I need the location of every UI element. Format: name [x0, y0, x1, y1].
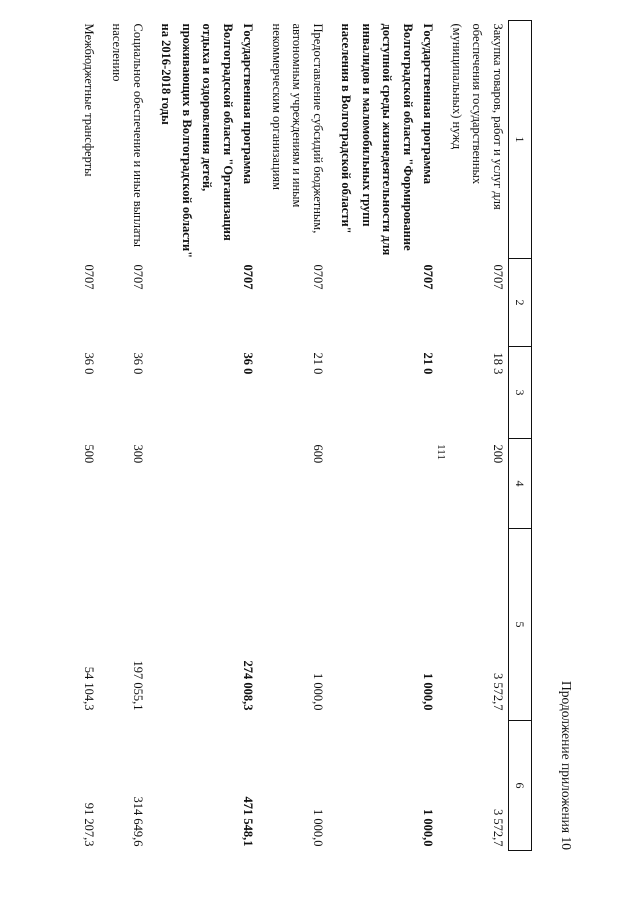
row-target-article: 36 0 — [241, 352, 256, 375]
row-section-code: 0707 — [491, 264, 505, 290]
row-target-article: 21 0 — [311, 352, 325, 375]
row-amount-col6: 3 572,7 — [491, 809, 505, 847]
row-name: Государственная программа Волгоградской области "Формирование доступной среды жизнедеятельности для инвалидов и маломобильных групп населения в Волгоградской области" — [339, 23, 436, 256]
column-header-3: 3 — [509, 347, 532, 439]
row-name: Предоставление субсидий бюджетным, автономным учреждениям и иным некоммерческим организациям — [270, 23, 325, 234]
table-row — [99, 21, 148, 851]
row-target-article: 18 3 — [491, 352, 505, 375]
row-section-code: 0707 — [421, 264, 436, 290]
row-expense-type: 600 — [311, 444, 325, 464]
row-amount-col6: 471 548,1 — [241, 796, 256, 847]
row-section-code: 0707 — [311, 264, 325, 290]
table-row — [148, 21, 259, 851]
column-header-4: 4 — [509, 439, 532, 529]
row-section-code: 0707 — [241, 264, 256, 290]
table-row — [439, 21, 509, 851]
row-amount-col5: 197 055,1 — [131, 660, 145, 711]
row-name: Социальное обеспечение и иные выплаты населению — [110, 23, 145, 248]
row-amount-col5: 1 000,0 — [421, 673, 436, 711]
row-amount-col5: 54 104,3 — [82, 666, 96, 711]
row-amount-col6: 1 000,0 — [421, 809, 436, 847]
column-header-1: 1 — [509, 21, 532, 259]
row-expense-type — [328, 439, 439, 529]
row-expense-type: 500 — [82, 444, 96, 464]
row-expense-type: 200 — [491, 444, 505, 464]
row-section-code: 0707 — [82, 264, 96, 290]
continuation-title: Продолжение приложения 10 — [559, 680, 574, 850]
row-expense-type: 300 — [131, 444, 145, 464]
page-number: 111 — [435, 444, 447, 460]
column-header-2: 2 — [509, 259, 532, 347]
row-amount-col5: 274 008,3 — [241, 660, 256, 711]
row-expense-type — [148, 439, 259, 529]
row-amount-col6: 91 207,3 — [82, 802, 96, 847]
column-number-row — [509, 21, 532, 851]
column-header-5: 5 — [509, 529, 532, 721]
row-target-article: 36 0 — [82, 352, 96, 375]
budget-table — [71, 20, 533, 851]
row-section-code: 0707 — [131, 264, 145, 290]
column-header-6: 6 — [509, 721, 532, 851]
row-amount-col6: 1 000,0 — [311, 809, 325, 847]
table-row — [328, 21, 439, 851]
row-target-article: 21 0 — [421, 352, 436, 375]
row-target-article: 36 0 — [131, 352, 145, 375]
row-amount-col5: 1 000,0 — [311, 673, 325, 711]
table-row — [71, 21, 100, 851]
row-amount-col6: 314 649,6 — [131, 796, 145, 847]
table-row — [259, 21, 329, 851]
row-name: Закупка товаров, работ и услуг для обеспечения государственных (муниципальных) нужд — [450, 23, 505, 210]
row-name: Межбюджетные трансферты — [82, 23, 96, 177]
row-name: Государственная программа Волгоградской области "Организация отдыха и оздоровления детей, проживающих в Волгоградской области" на 2016-2018 годы — [159, 23, 256, 259]
row-amount-col5: 3 572,7 — [491, 673, 505, 711]
rotated-page-content — [30, 20, 575, 850]
